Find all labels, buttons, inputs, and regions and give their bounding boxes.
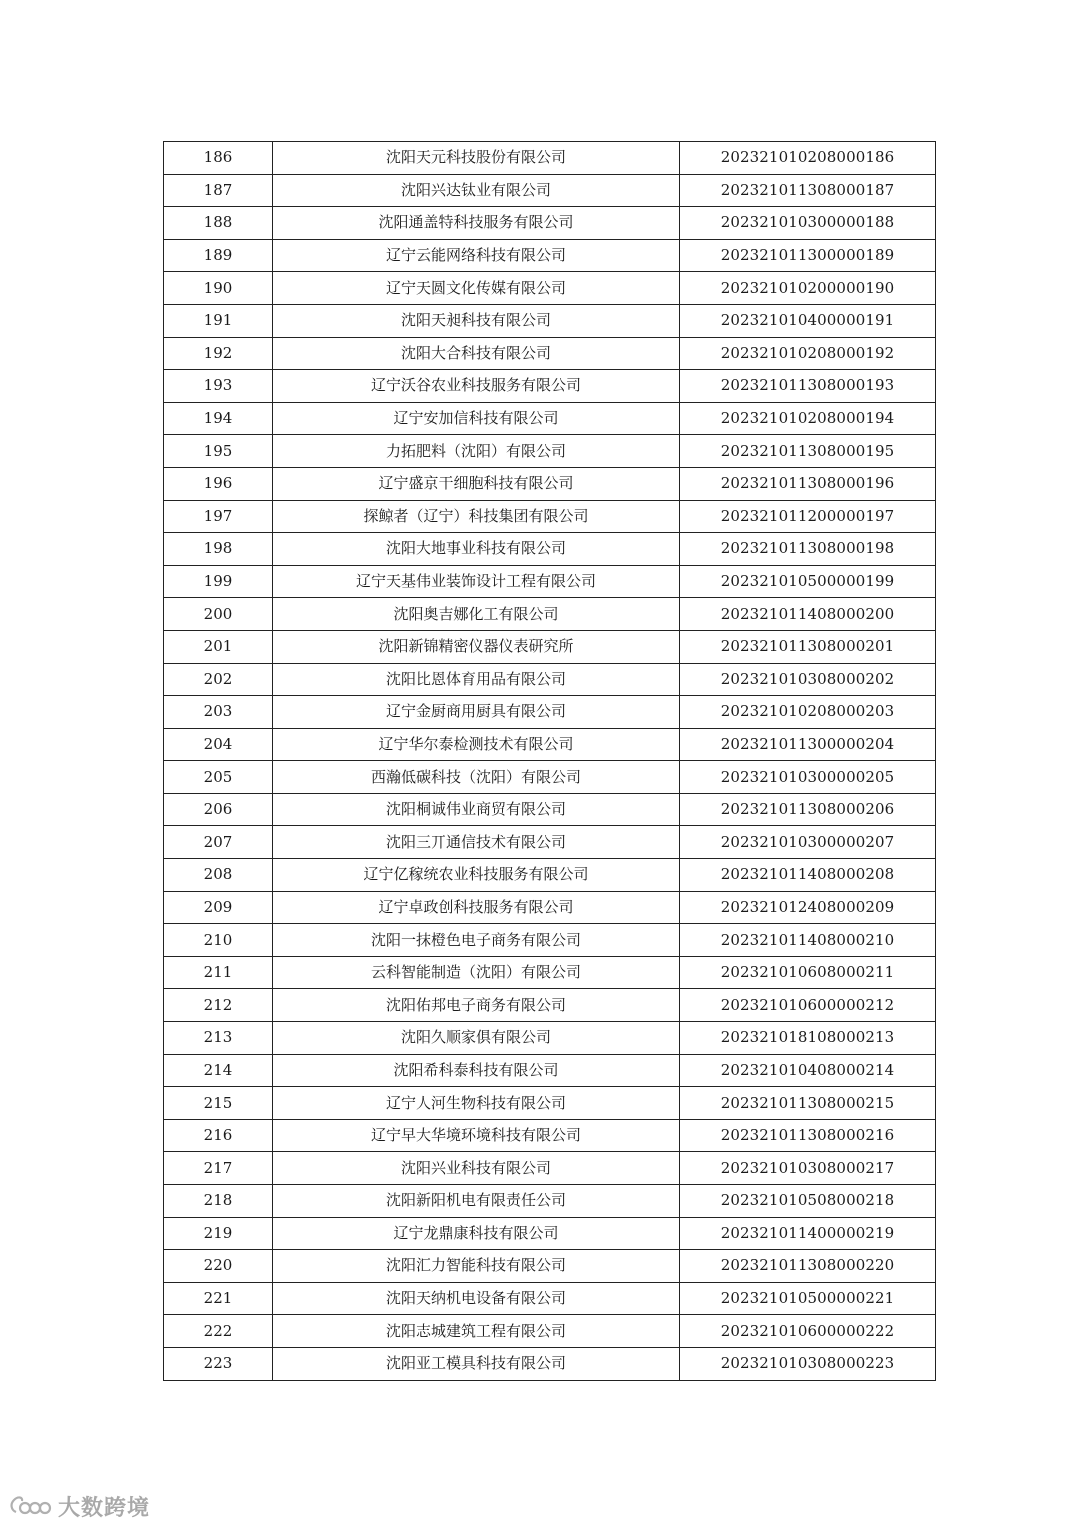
row-number-cell: 210 (164, 924, 273, 957)
company-name-cell: 沈阳大合科技有限公司 (273, 337, 680, 370)
table-row (164, 565, 936, 598)
registration-code-cell: 202321010300000207 (680, 826, 936, 859)
row-number-cell: 223 (164, 1347, 273, 1380)
table-row (164, 337, 936, 370)
company-name-cell: 沈阳奥吉娜化工有限公司 (273, 598, 680, 631)
company-name-cell: 沈阳天昶科技有限公司 (273, 304, 680, 337)
watermark (8, 1490, 150, 1522)
registration-code-cell: 202321011300000189 (680, 239, 936, 272)
company-name-cell: 沈阳兴达钛业有限公司 (273, 174, 680, 207)
row-number-cell: 203 (164, 696, 273, 729)
table-row (164, 956, 936, 989)
table-row (164, 1119, 936, 1152)
row-number-cell: 212 (164, 989, 273, 1022)
table-row (164, 1217, 936, 1250)
registration-code-cell: 202321011300000204 (680, 728, 936, 761)
row-number-cell: 209 (164, 891, 273, 924)
table-row (164, 924, 936, 957)
registration-code-cell: 202321011408000210 (680, 924, 936, 957)
company-name-cell: 辽宁沃谷农业科技服务有限公司 (273, 370, 680, 403)
row-number-cell: 219 (164, 1217, 273, 1250)
row-number-cell: 201 (164, 630, 273, 663)
registration-code-cell: 202321010200000190 (680, 272, 936, 305)
table-row (164, 663, 936, 696)
table-row (164, 142, 936, 175)
row-number-cell: 204 (164, 728, 273, 761)
registration-code-cell: 202321010208000203 (680, 696, 936, 729)
company-name-cell: 沈阳一抹橙色电子商务有限公司 (273, 924, 680, 957)
table-row (164, 402, 936, 435)
row-number-cell: 190 (164, 272, 273, 305)
table-row (164, 598, 936, 631)
company-name-cell: 辽宁龙鼎康科技有限公司 (273, 1217, 680, 1250)
row-number-cell: 205 (164, 761, 273, 794)
company-name-cell: 辽宁早大华境环境科技有限公司 (273, 1119, 680, 1152)
table-row (164, 370, 936, 403)
table-row (164, 1315, 936, 1348)
weibo-style-logo-icon (8, 1492, 52, 1520)
registration-code-cell: 202321011308000215 (680, 1087, 936, 1120)
row-number-cell: 196 (164, 467, 273, 500)
table-row (164, 1087, 936, 1120)
registration-code-cell: 202321010208000194 (680, 402, 936, 435)
registration-code-cell: 202321011308000201 (680, 630, 936, 663)
table-row (164, 1185, 936, 1218)
company-name-cell: 辽宁亿稼统农业科技服务有限公司 (273, 859, 680, 892)
registration-code-cell: 202321010208000186 (680, 142, 936, 175)
row-number-cell: 216 (164, 1119, 273, 1152)
company-name-cell: 辽宁天圆文化传媒有限公司 (273, 272, 680, 305)
company-name-cell: 辽宁金厨商用厨具有限公司 (273, 696, 680, 729)
table-row (164, 304, 936, 337)
registration-code-cell: 202321011400000219 (680, 1217, 936, 1250)
row-number-cell: 188 (164, 207, 273, 240)
registration-code-cell: 202321018108000213 (680, 1022, 936, 1055)
company-name-cell: 辽宁人河生物科技有限公司 (273, 1087, 680, 1120)
registration-code-cell: 202321010608000211 (680, 956, 936, 989)
row-number-cell: 199 (164, 565, 273, 598)
registration-code-cell: 202321010600000222 (680, 1315, 936, 1348)
table-row (164, 500, 936, 533)
company-name-cell: 沈阳兴业科技有限公司 (273, 1152, 680, 1185)
table-row (164, 207, 936, 240)
registration-code-cell: 202321011308000220 (680, 1250, 936, 1283)
row-number-cell: 192 (164, 337, 273, 370)
row-number-cell: 191 (164, 304, 273, 337)
registration-code-cell: 202321010408000214 (680, 1054, 936, 1087)
row-number-cell: 186 (164, 142, 273, 175)
company-name-cell: 力拓肥料（沈阳）有限公司 (273, 435, 680, 468)
table-row (164, 272, 936, 305)
row-number-cell: 213 (164, 1022, 273, 1055)
company-name-cell: 沈阳天元科技股份有限公司 (273, 142, 680, 175)
table-row (164, 630, 936, 663)
row-number-cell: 207 (164, 826, 273, 859)
company-name-cell: 辽宁云能网络科技有限公司 (273, 239, 680, 272)
registration-code-cell: 202321011308000193 (680, 370, 936, 403)
row-number-cell: 193 (164, 370, 273, 403)
company-name-cell: 探鲸者（辽宁）科技集团有限公司 (273, 500, 680, 533)
company-name-cell: 沈阳大地事业科技有限公司 (273, 533, 680, 566)
table-row (164, 696, 936, 729)
table-row (164, 1282, 936, 1315)
registration-code-cell: 202321010308000217 (680, 1152, 936, 1185)
table-row (164, 859, 936, 892)
registration-code-cell: 202321010600000212 (680, 989, 936, 1022)
row-number-cell: 189 (164, 239, 273, 272)
table-row (164, 1152, 936, 1185)
registration-code-cell: 202321011308000198 (680, 533, 936, 566)
company-name-cell: 辽宁安加信科技有限公司 (273, 402, 680, 435)
row-number-cell: 222 (164, 1315, 273, 1348)
table-row (164, 239, 936, 272)
table-body (164, 142, 936, 1381)
company-list-table (163, 141, 936, 1381)
company-name-cell: 沈阳比恩体育用品有限公司 (273, 663, 680, 696)
row-number-cell: 208 (164, 859, 273, 892)
row-number-cell: 197 (164, 500, 273, 533)
company-name-cell: 沈阳桐诚伟业商贸有限公司 (273, 793, 680, 826)
registration-code-cell: 202321010300000205 (680, 761, 936, 794)
table-row (164, 761, 936, 794)
row-number-cell: 195 (164, 435, 273, 468)
company-name-cell: 辽宁卓政创科技服务有限公司 (273, 891, 680, 924)
row-number-cell: 206 (164, 793, 273, 826)
registration-code-cell: 202321011308000187 (680, 174, 936, 207)
company-name-cell: 沈阳通盖特科技服务有限公司 (273, 207, 680, 240)
table-row (164, 533, 936, 566)
registration-code-cell: 202321011200000197 (680, 500, 936, 533)
table-row (164, 728, 936, 761)
registration-code-cell: 202321011308000195 (680, 435, 936, 468)
row-number-cell: 198 (164, 533, 273, 566)
registration-code-cell: 202321011408000208 (680, 859, 936, 892)
registration-code-cell: 202321011308000196 (680, 467, 936, 500)
registration-code-cell: 202321010500000221 (680, 1282, 936, 1315)
company-name-cell: 沈阳三丌通信技术有限公司 (273, 826, 680, 859)
company-name-cell: 辽宁天基伟业装饰设计工程有限公司 (273, 565, 680, 598)
table-row (164, 826, 936, 859)
registration-code-cell: 202321011308000206 (680, 793, 936, 826)
company-name-cell: 沈阳志城建筑工程有限公司 (273, 1315, 680, 1348)
registration-code-cell: 202321012408000209 (680, 891, 936, 924)
registration-code-cell: 202321010300000188 (680, 207, 936, 240)
company-name-cell: 西瀚低碳科技（沈阳）有限公司 (273, 761, 680, 794)
table-row (164, 435, 936, 468)
company-name-cell: 沈阳佑邦电子商务有限公司 (273, 989, 680, 1022)
row-number-cell: 221 (164, 1282, 273, 1315)
registration-code-cell: 202321010308000202 (680, 663, 936, 696)
table-row (164, 174, 936, 207)
watermark-text: 大数跨境 (58, 1495, 151, 1521)
table-row (164, 1250, 936, 1283)
row-number-cell: 214 (164, 1054, 273, 1087)
company-name-cell: 沈阳希科泰科技有限公司 (273, 1054, 680, 1087)
row-number-cell: 202 (164, 663, 273, 696)
company-name-cell: 辽宁盛京干细胞科技有限公司 (273, 467, 680, 500)
registration-code-cell: 202321010508000218 (680, 1185, 936, 1218)
table-row (164, 989, 936, 1022)
registration-code-cell: 202321010208000192 (680, 337, 936, 370)
registration-code-cell: 202321010500000199 (680, 565, 936, 598)
company-name-cell: 沈阳新阳机电有限责任公司 (273, 1185, 680, 1218)
row-number-cell: 220 (164, 1250, 273, 1283)
table-row (164, 467, 936, 500)
row-number-cell: 194 (164, 402, 273, 435)
row-number-cell: 187 (164, 174, 273, 207)
table-row (164, 793, 936, 826)
table-row (164, 1022, 936, 1055)
registration-code-cell: 202321011308000216 (680, 1119, 936, 1152)
row-number-cell: 217 (164, 1152, 273, 1185)
registration-code-cell: 202321010308000223 (680, 1347, 936, 1380)
company-name-cell: 沈阳久顺家俱有限公司 (273, 1022, 680, 1055)
company-name-cell: 辽宁华尔泰检测技术有限公司 (273, 728, 680, 761)
row-number-cell: 200 (164, 598, 273, 631)
table-row (164, 1347, 936, 1380)
row-number-cell: 215 (164, 1087, 273, 1120)
row-number-cell: 218 (164, 1185, 273, 1218)
registration-code-cell: 202321010400000191 (680, 304, 936, 337)
company-name-cell: 云科智能制造（沈阳）有限公司 (273, 956, 680, 989)
row-number-cell: 211 (164, 956, 273, 989)
company-name-cell: 沈阳新锦精密仪器仪表研究所 (273, 630, 680, 663)
registration-code-cell: 202321011408000200 (680, 598, 936, 631)
table-row (164, 1054, 936, 1087)
company-name-cell: 沈阳天纳机电设备有限公司 (273, 1282, 680, 1315)
table-row (164, 891, 936, 924)
company-name-cell: 沈阳汇力智能科技有限公司 (273, 1250, 680, 1283)
company-name-cell: 沈阳亚工模具科技有限公司 (273, 1347, 680, 1380)
